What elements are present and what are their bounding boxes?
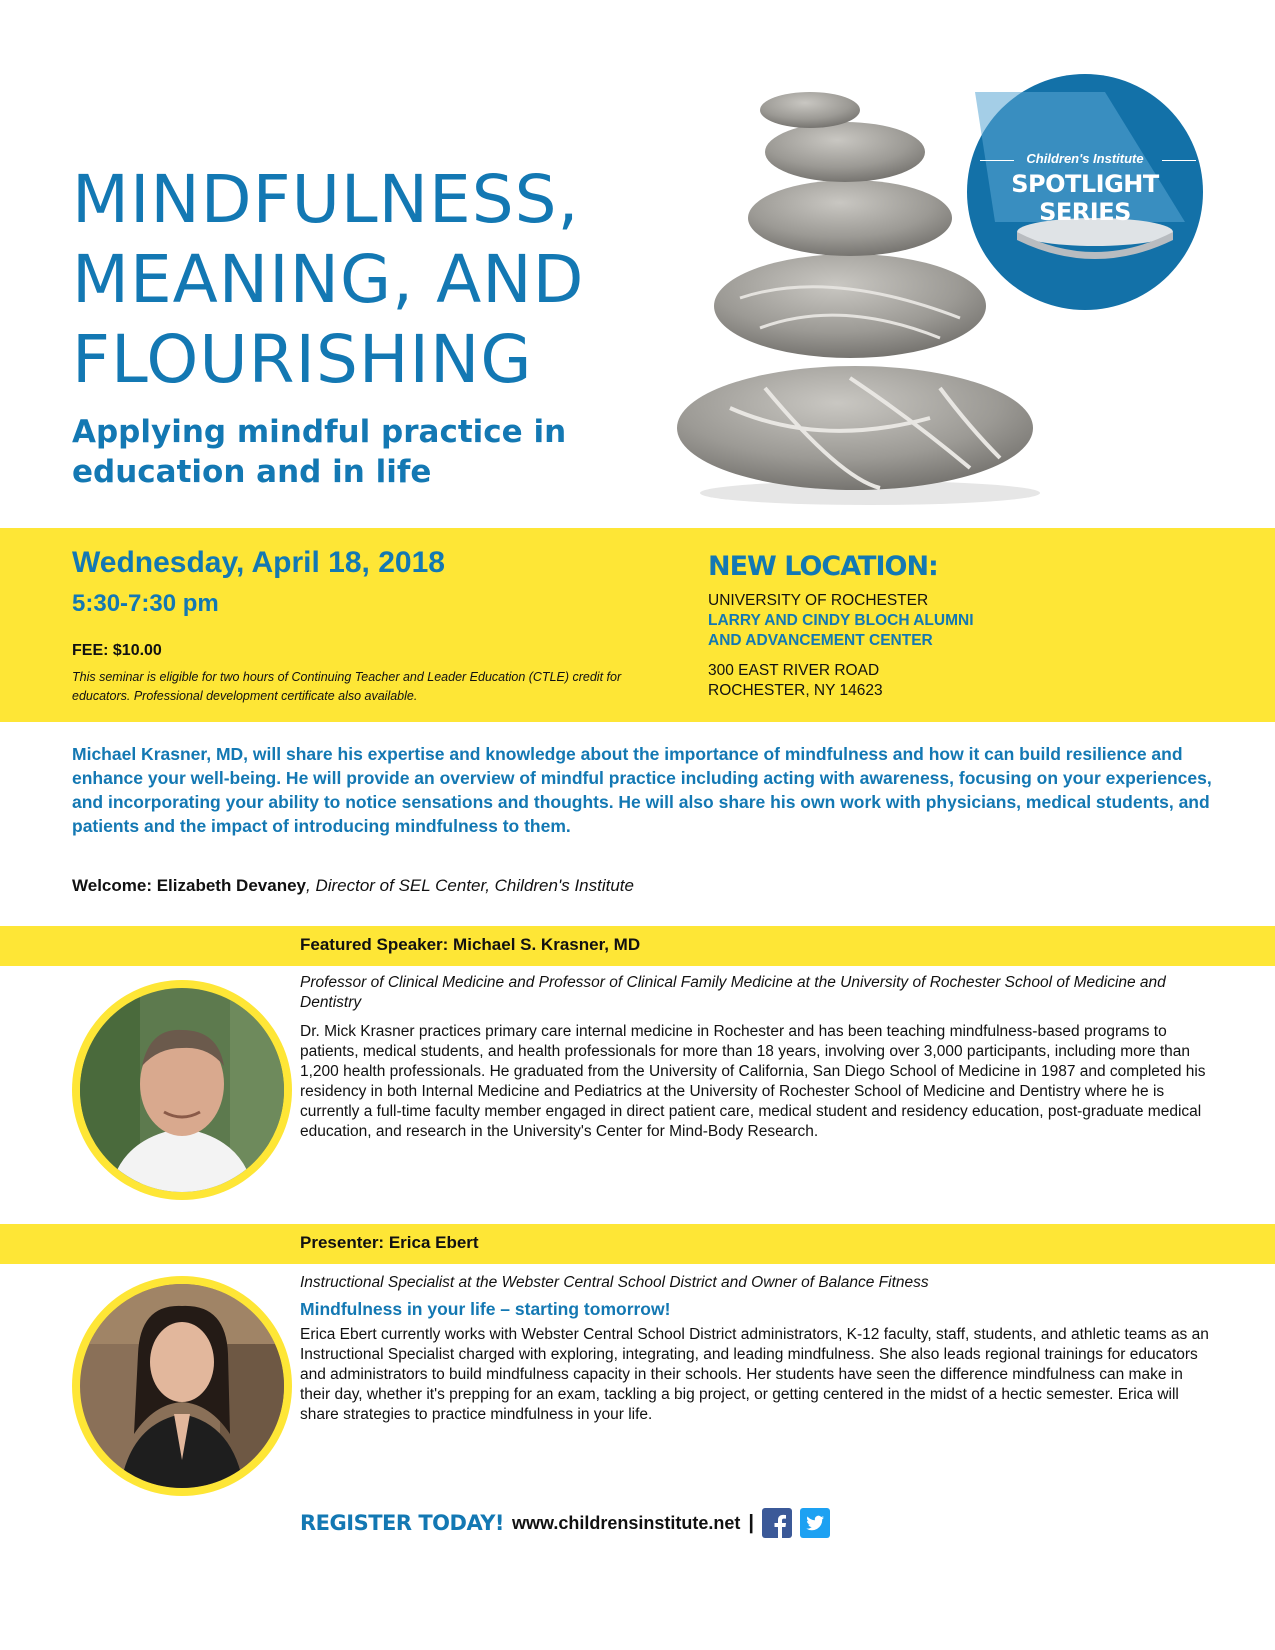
register-cta[interactable]: REGISTER TODAY! [300,1511,504,1535]
location-heading: NEW LOCATION: [708,551,938,582]
event-time: 5:30-7:30 pm [72,590,219,617]
presenter-heading: Presenter: Erica Ebert [300,1233,479,1252]
speaker-bio: Dr. Mick Krasner practices primary care internal medicine in Rochester and has been teaching mindfulness-based programs to patients, medical students, and health professionals for more than 18 years, involving over 3,000 participants, including more than 1,200 health professionals. He graduated from the University of California, San Diego School of Medicine in 1987 and completed his residency in both Internal Medicine and Pediatrics at the University of Rochester School of Medicine and Dentistry where he is currently a full-time faculty member engaged in direct patient care, medical student and residency education, post-graduate medical education, and research in the University's Center for Mind-Body Research. [300,1023,1206,1140]
event-fee: FEE: $10.00 [72,642,162,659]
location-line-2: LARRY AND CINDY BLOCH ALUMNI [708,612,974,629]
welcome-role: , Director of SEL Center, Children's Institute [306,876,634,895]
twitter-icon[interactable] [800,1508,830,1538]
speaker-heading: Featured Speaker: Michael S. Krasner, MD [300,935,641,954]
badge-series: SPOTLIGHT SERIES [1011,170,1159,226]
title-line-1: MINDFULNESS, [72,161,580,238]
event-date: Wednesday, April 18, 2018 [72,546,445,579]
title-line-3: FLOURISHING [72,321,533,398]
title-line-2: MEANING, AND [72,241,585,318]
register-footer [300,1508,830,1538]
footer-separator: | [748,1511,754,1534]
presenter-photo [80,1284,284,1488]
speaker-photo [80,988,284,1192]
intro-paragraph: Michael Krasner, MD, will share his expertise and knowledge about the importance of mindfulness and how it can build resilience and enhance your well-being. He will provide an overview of mindful practice including acting with awareness, focusing on your experiences, and incorporating your ability to notice sensations and thoughts. He will also share his own work with physicians, medical students, and patients and the impact of introducing mindfulness to them. [72,744,1212,836]
badge-institution: Children's Institute [1026,151,1144,166]
page-title [72,160,722,400]
fee-note: This seminar is eligible for two hours of Continuing Teacher and Leader Education (CTLE) credit for educators. Professional development certificate also available. [72,670,622,703]
welcome-label: Welcome: Elizabeth Devaney [72,876,306,895]
website-link[interactable]: www.childrensinstitute.net [511,1512,741,1533]
location-line-3: AND ADVANCEMENT CENTER [708,632,933,649]
presenter-role: Instructional Specialist at the Webster Central School District and Owner of Balance Fitness [300,1274,929,1291]
presenter-bio: Erica Ebert currently works with Webster Central School District administrators, K-12 faculty, staff, students, and athletic teams as an Instructional Specialist charged with exploring, integrating, and leading mindfulness. She also leads regional trainings for educators and administrators to build mindfulness capacity in their schools. Her students have seen the difference mindfulness can make in their day, whether it's prepping for an exam, tackling a big project, or getting centered in the midst of a hectic semester. Erica will share strategies to practice mindfulness in your life. [300,1326,1209,1423]
subtitle: Applying mindful practice in education and in life [72,414,567,490]
location-address [708,591,1208,701]
facebook-icon[interactable] [762,1508,792,1538]
presenter-tagline: Mindfulness in your life – starting tomorrow! [300,1299,671,1319]
location-line-1: UNIVERSITY OF ROCHESTER [708,592,929,609]
welcome-line [72,876,634,896]
speaker-role: Professor of Clinical Medicine and Professor of Clinical Family Medicine at the University of Rochester School of Medicine and Dentistry [300,974,1166,1011]
location-line-5: ROCHESTER, NY 14623 [708,682,883,699]
presenter-heading-bar [0,1224,1275,1264]
location-line-4: 300 EAST RIVER ROAD [708,662,880,679]
